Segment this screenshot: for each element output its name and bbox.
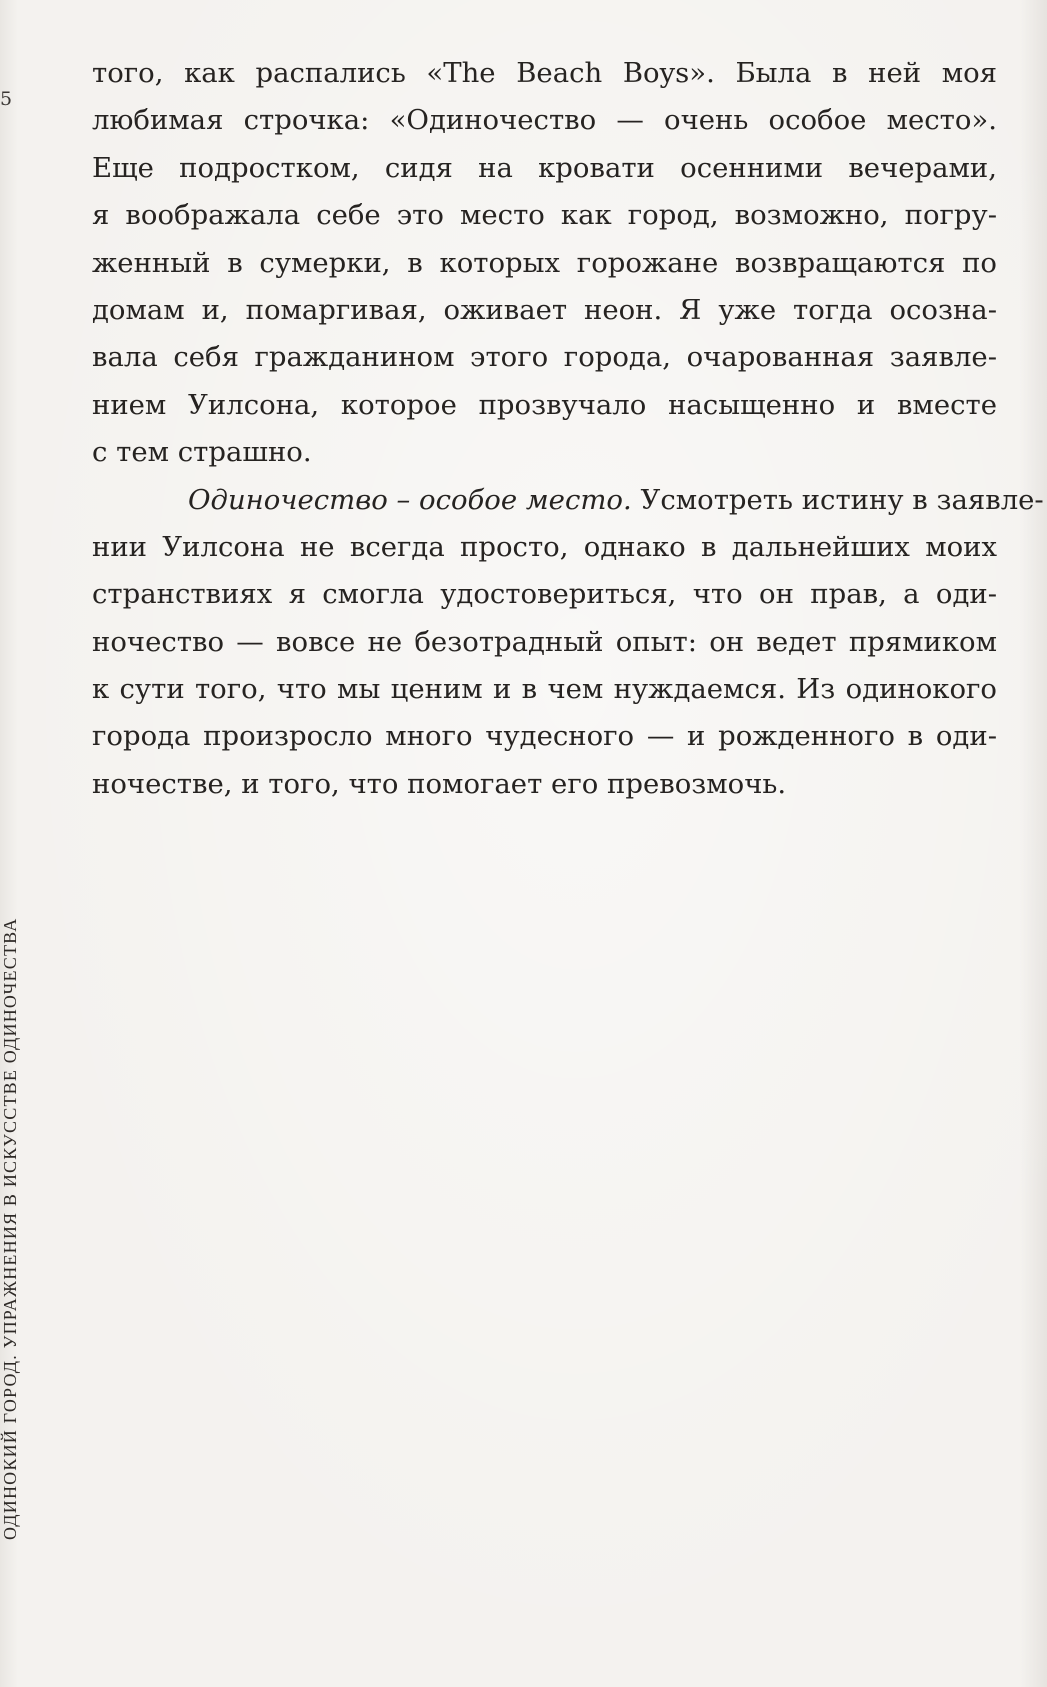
text-line: того, как распались «The Beach Boys». Была в ней моя — [92, 57, 997, 89]
text-line: женный в сумерки, в которых горожане возвращаются по — [92, 246, 997, 279]
text-line: нием Уилсона, которое прозвучало насыщенно и вместе — [92, 388, 997, 421]
text-line: к сути того, что мы ценим и в чем нуждаемся. Из одинокого — [92, 673, 997, 706]
text-line: вала себя гражданином этого города, очарованная заявле- — [92, 341, 997, 374]
first-line-rest: Усмотреть истину в заявле- — [631, 483, 1044, 516]
text-line: Еще подростком, сидя на кровати осенними вечерами, — [92, 151, 997, 184]
italic-lead: Одиночество – особое место. — [188, 483, 632, 516]
paragraph-2 — [92, 477, 1044, 809]
body-text — [92, 50, 1044, 808]
text-line: города произросло много чудесного — и рожденного в оди- — [92, 720, 997, 753]
text-line: ночество — вовсе не безотрадный опыт: он ведет прямиком — [92, 625, 997, 658]
page-number: 5 — [0, 88, 13, 110]
paragraph-1 — [92, 50, 997, 477]
text-line: любимая строчка: «Одиночество — очень особое место». — [92, 104, 997, 137]
text-line: ночестве, и того, что помогает его превозмочь. — [92, 767, 787, 800]
text-line: странствиях я смогла удостовериться, что он прав, а оди- — [92, 578, 997, 611]
text-line: домам и, помаргивая, оживает неон. Я уже тогда осозна- — [92, 293, 997, 326]
text-line-first — [92, 477, 1044, 524]
text-line: нии Уилсона не всегда просто, однако в дальнейших моих — [92, 530, 997, 563]
text-line: я воображала себе это место как город, возможно, погру- — [92, 199, 997, 232]
running-head: ОДИНОКИЙ ГОРОД. УПРАЖНЕНИЯ В ИСКУССТВЕ ОДИНОЧЕСТВА — [0, 917, 20, 1540]
text-line: с тем страшно. — [92, 436, 312, 469]
